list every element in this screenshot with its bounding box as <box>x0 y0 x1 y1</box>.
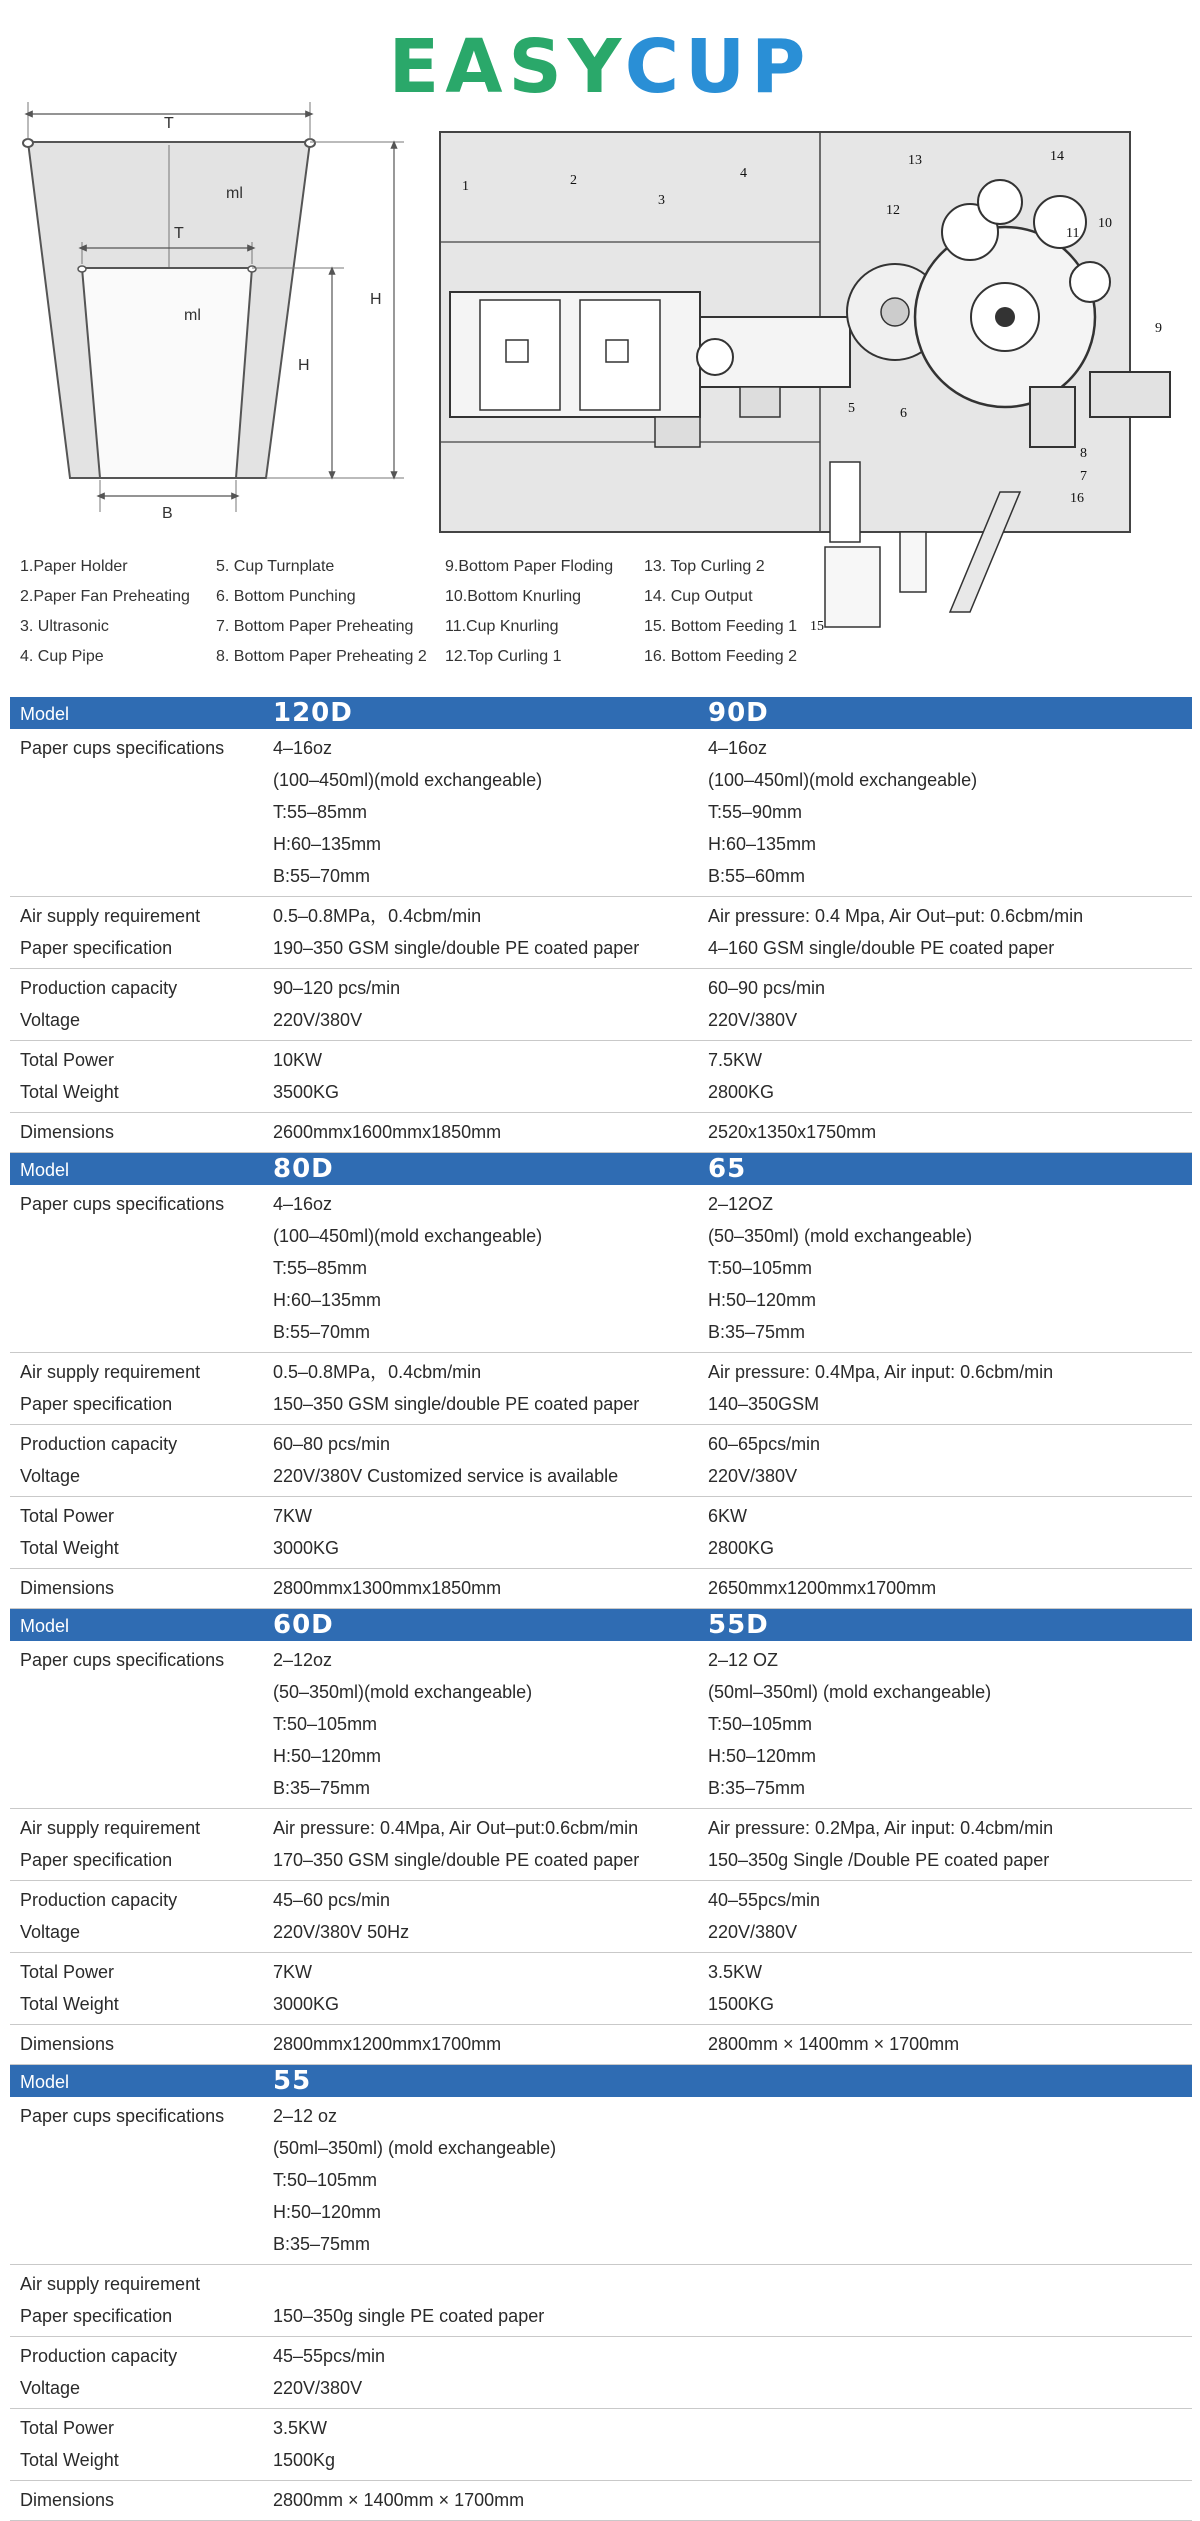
spec-line <box>10 796 1192 828</box>
spec-value-left: 7KW <box>273 1506 313 1526</box>
callout-4: 4 <box>740 166 747 181</box>
spec-value-right: H:50–120mm <box>708 1746 817 1766</box>
spec-line <box>10 1572 1192 1604</box>
spec-value-left: B:35–75mm <box>273 1778 371 1798</box>
spec-value-left: B:55–70mm <box>273 866 371 886</box>
spec-label: Total Power <box>20 1050 115 1070</box>
spec-row <box>10 1041 1192 1113</box>
spec-value-left: 45–60 pcs/min <box>273 1890 391 1910</box>
spec-label: Dimensions <box>20 2490 115 2510</box>
callout-5: 5 <box>848 401 855 416</box>
brand-logo <box>0 22 1200 112</box>
spec-label: Air supply requirement <box>20 2274 201 2294</box>
spec-label: Dimensions <box>20 2034 115 2054</box>
spec-value-right: Air pressure: 0.4Mpa, Air input: 0.6cbm/min <box>708 1362 1054 1382</box>
spec-line <box>10 932 1192 964</box>
spec-label: Paper specification <box>20 938 173 958</box>
spec-line <box>10 1252 1192 1284</box>
spec-line <box>10 1428 1192 1460</box>
spec-value-left: T:55–85mm <box>273 1258 368 1278</box>
spec-value-right: 2800KG <box>708 1082 775 1102</box>
spec-line <box>10 1116 1192 1148</box>
spec-value-right: 2–12 OZ <box>708 1650 779 1670</box>
callout-13: 13 <box>908 153 922 168</box>
spec-line <box>10 2132 1192 2164</box>
spec-value-left: 3000KG <box>273 1994 340 2014</box>
spec-line <box>10 2028 1192 2060</box>
spec-value-left: 90–120 pcs/min <box>273 978 401 998</box>
model-header <box>10 1609 1192 1641</box>
legend-column-3 <box>445 552 613 672</box>
spec-value-right: (100–450ml)(mold exchangeable) <box>708 770 978 790</box>
small-height-label: H <box>298 357 310 374</box>
model-header <box>10 697 1192 729</box>
spec-value-right: Air pressure: 0.4 Mpa, Air Out–put: 0.6cbm/min <box>708 906 1084 926</box>
spec-value-left: 2800mmx1200mmx1700mm <box>273 2034 502 2054</box>
legend-item: 15. Bottom Feeding 1 <box>644 618 797 635</box>
small-volume-label: ml <box>184 307 201 324</box>
spec-value-right: 220V/380V <box>708 1466 798 1486</box>
callout-3: 3 <box>658 193 665 208</box>
spec-value-right: 40–55pcs/min <box>708 1890 821 1910</box>
spec-value-right: H:60–135mm <box>708 834 817 854</box>
spec-label: Voltage <box>20 1466 81 1486</box>
spec-label: Production capacity <box>20 1434 178 1454</box>
spec-line <box>10 1388 1192 1420</box>
spec-value-right: T:50–105mm <box>708 1714 813 1734</box>
spec-value-left: (100–450ml)(mold exchangeable) <box>273 770 543 790</box>
callout-11: 11 <box>1066 226 1080 241</box>
legend-item: 5. Cup Turnplate <box>216 558 335 575</box>
spec-line <box>10 2444 1192 2476</box>
callout-2: 2 <box>570 173 577 188</box>
legend-item: 9.Bottom Paper Floding <box>445 558 614 575</box>
spec-value-right: 7.5KW <box>708 1050 763 1070</box>
spec-value-right: T:50–105mm <box>708 1258 813 1278</box>
callout-9: 9 <box>1155 321 1162 336</box>
spec-label: Paper cups specifications <box>20 1194 225 1214</box>
spec-line <box>10 1004 1192 1036</box>
spec-line <box>10 1644 1192 1676</box>
spec-line <box>10 1076 1192 1108</box>
spec-label: Dimensions <box>20 1578 115 1598</box>
spec-value-left: 4–16oz <box>273 738 333 758</box>
model-header-label: Model <box>20 704 70 724</box>
spec-row <box>10 969 1192 1041</box>
spec-value-right: Air pressure: 0.2Mpa, Air input: 0.4cbm/min <box>708 1818 1054 1838</box>
spec-line <box>10 860 1192 892</box>
spec-line <box>10 2484 1192 2516</box>
spec-label: Dimensions <box>20 1122 115 1142</box>
model-header <box>10 2065 1192 2097</box>
large-height-label: H <box>370 291 382 308</box>
spec-line <box>10 1500 1192 1532</box>
model-name: 55D <box>708 1610 769 1640</box>
spec-value-left: 7KW <box>273 1962 313 1982</box>
spec-value-right: 140–350GSM <box>708 1394 820 1414</box>
spec-value-right: 4–16oz <box>708 738 768 758</box>
spec-line <box>10 2196 1192 2228</box>
model-name: 90D <box>708 698 769 728</box>
spec-line <box>10 1916 1192 1948</box>
spec-value-right: 4–160 GSM single/double PE coated paper <box>708 938 1055 958</box>
spec-row <box>10 1425 1192 1497</box>
spec-label: Total Weight <box>20 1082 119 1102</box>
spec-line <box>10 1284 1192 1316</box>
spec-value-left: 2–12oz <box>273 1650 333 1670</box>
spec-value-left: 220V/380V <box>273 2378 363 2398</box>
spec-line <box>10 1356 1192 1388</box>
spec-line <box>10 2228 1192 2260</box>
spec-row <box>10 1641 1192 1809</box>
model-block <box>10 2065 1192 2521</box>
spec-row <box>10 1113 1192 1153</box>
spec-line <box>10 828 1192 860</box>
legend-column-4 <box>644 552 797 672</box>
spec-line <box>10 1460 1192 1492</box>
spec-value-right: H:50–120mm <box>708 1290 817 1310</box>
spec-label: Total Power <box>20 2418 115 2438</box>
spec-line <box>10 2372 1192 2404</box>
spec-value-right: 2–12OZ <box>708 1194 774 1214</box>
spec-value-left: 60–80 pcs/min <box>273 1434 391 1454</box>
spec-row <box>10 729 1192 897</box>
spec-label: Paper specification <box>20 1394 173 1414</box>
model-name: 55 <box>273 2066 312 2096</box>
legend-item: 14. Cup Output <box>644 588 753 605</box>
spec-line <box>10 1988 1192 2020</box>
spec-value-left: 220V/380V Customized service is available <box>273 1466 619 1486</box>
spec-line <box>10 1884 1192 1916</box>
spec-label: Total Power <box>20 1962 115 1982</box>
spec-value-right: 150–350g Single /Double PE coated paper <box>708 1850 1050 1870</box>
spec-line <box>10 1740 1192 1772</box>
spec-value-left: T:50–105mm <box>273 2170 378 2190</box>
spec-row <box>10 1881 1192 1953</box>
spec-label: Paper specification <box>20 2306 173 2326</box>
spec-value-right: 220V/380V <box>708 1922 798 1942</box>
spec-value-left: 150–350g single PE coated paper <box>273 2306 545 2326</box>
spec-row <box>10 2409 1192 2481</box>
spec-value-left: 4–16oz <box>273 1194 333 1214</box>
spec-value-right: 220V/380V <box>708 1010 798 1030</box>
model-header-label: Model <box>20 2072 70 2092</box>
spec-value-left: H:50–120mm <box>273 1746 382 1766</box>
spec-value-left: H:50–120mm <box>273 2202 382 2222</box>
spec-line <box>10 972 1192 1004</box>
model-name: 80D <box>273 1154 334 1184</box>
spec-label: Air supply requirement <box>20 906 201 926</box>
callout-15: 15 <box>810 619 824 634</box>
spec-value-left: 220V/380V <box>273 1010 363 1030</box>
legend-item: 11.Cup Knurling <box>445 618 559 635</box>
spec-value-right: 60–65pcs/min <box>708 1434 821 1454</box>
spec-line <box>10 1532 1192 1564</box>
spec-value-left: 3000KG <box>273 1538 340 1558</box>
spec-value-left: B:55–70mm <box>273 1322 371 1342</box>
legend-column-1 <box>20 552 190 672</box>
legend-item: 10.Bottom Knurling <box>445 588 582 605</box>
spec-value-left: (100–450ml)(mold exchangeable) <box>273 1226 543 1246</box>
spec-value-right: B:55–60mm <box>708 866 806 886</box>
callout-7: 7 <box>1080 469 1087 484</box>
spec-value-left: 170–350 GSM single/double PE coated paper <box>273 1850 640 1870</box>
logo-part-cup: CUP <box>624 24 812 110</box>
spec-label: Air supply requirement <box>20 1362 201 1382</box>
legend-item: 2.Paper Fan Preheating <box>20 588 190 605</box>
callout-6: 6 <box>900 406 907 421</box>
spec-row <box>10 2097 1192 2265</box>
spec-row <box>10 2337 1192 2409</box>
spec-value-left: 3500KG <box>273 1082 340 1102</box>
spec-value-left: T:50–105mm <box>273 1714 378 1734</box>
legend-item: 8. Bottom Paper Preheating 2 <box>216 648 427 665</box>
small-cup-shape <box>82 268 252 478</box>
spec-value-right: 6KW <box>708 1506 748 1526</box>
spec-label: Paper specification <box>20 1850 173 1870</box>
legend-item: 3. Ultrasonic <box>20 618 109 635</box>
spec-row <box>10 1497 1192 1569</box>
bottom-diameter-label: B <box>162 505 173 522</box>
spec-table <box>10 697 1192 2521</box>
spec-value-right: T:55–90mm <box>708 802 803 822</box>
spec-line <box>10 1220 1192 1252</box>
spec-value-right: B:35–75mm <box>708 1778 806 1798</box>
large-volume-label: ml <box>226 185 243 202</box>
spec-label: Paper cups specifications <box>20 1650 225 1670</box>
model-block <box>10 1609 1192 2065</box>
parts-legend <box>20 552 820 682</box>
small-top-diameter-label: T <box>174 225 184 242</box>
spec-value-right: B:35–75mm <box>708 1322 806 1342</box>
spec-value-left: H:60–135mm <box>273 834 382 854</box>
model-name: 60D <box>273 1610 334 1640</box>
legend-item: 12.Top Curling 1 <box>445 648 562 665</box>
spec-row <box>10 1569 1192 1609</box>
spec-value-left: H:60–135mm <box>273 1290 382 1310</box>
spec-value-right: 60–90 pcs/min <box>708 978 826 998</box>
spec-label: Production capacity <box>20 2346 178 2366</box>
legend-column-2 <box>216 552 427 672</box>
spec-row <box>10 1953 1192 2025</box>
spec-label: Total Weight <box>20 2450 119 2470</box>
spec-row <box>10 2481 1192 2521</box>
spec-value-left: 2800mm × 1400mm × 1700mm <box>273 2490 525 2510</box>
callout-1: 1 <box>462 179 469 194</box>
callout-14: 14 <box>1050 149 1064 164</box>
spec-value-left: 2–12 oz <box>273 2106 338 2126</box>
spec-line <box>10 2300 1192 2332</box>
spec-line <box>10 2268 1192 2300</box>
spec-label: Paper cups specifications <box>20 738 225 758</box>
spec-row <box>10 2265 1192 2337</box>
spec-line <box>10 1812 1192 1844</box>
spec-value-left: (50–350ml)(mold exchangeable) <box>273 1682 533 1702</box>
spec-value-right: 2650mmx1200mmx1700mm <box>708 1578 937 1598</box>
spec-value-left: 0.5–0.8MPa，0.4cbm/min <box>273 1362 482 1382</box>
logo-part-easy: EASY <box>388 24 625 110</box>
spec-label: Production capacity <box>20 1890 178 1910</box>
spec-label: Paper cups specifications <box>20 2106 225 2126</box>
model-block <box>10 697 1192 1153</box>
spec-line <box>10 900 1192 932</box>
spec-line <box>10 1316 1192 1348</box>
spec-value-left: 45–55pcs/min <box>273 2346 386 2366</box>
spec-line <box>10 1188 1192 1220</box>
spec-value-right: (50ml–350ml) (mold exchangeable) <box>708 1682 992 1702</box>
spec-label: Voltage <box>20 1922 81 1942</box>
spec-value-right: 1500KG <box>708 1994 775 2014</box>
model-header-label: Model <box>20 1616 70 1636</box>
spec-label: Total Weight <box>20 1994 119 2014</box>
spec-value-left: T:55–85mm <box>273 802 368 822</box>
model-name: 120D <box>273 698 353 728</box>
spec-value-right: (50–350ml) (mold exchangeable) <box>708 1226 973 1246</box>
spec-value-left: B:35–75mm <box>273 2234 371 2254</box>
spec-line <box>10 1708 1192 1740</box>
spec-label: Voltage <box>20 1010 81 1030</box>
spec-value-left: 3.5KW <box>273 2418 328 2438</box>
top-diameter-label: T <box>164 115 174 132</box>
callout-16: 16 <box>1070 491 1084 506</box>
model-header <box>10 1153 1192 1185</box>
spec-line <box>10 1044 1192 1076</box>
spec-label: Production capacity <box>20 978 178 998</box>
spec-line <box>10 732 1192 764</box>
spec-value-left: 220V/380V 50Hz <box>273 1922 410 1942</box>
spec-line <box>10 2340 1192 2372</box>
spec-line <box>10 1956 1192 1988</box>
spec-label: Air supply requirement <box>20 1818 201 1838</box>
spec-value-left: 190–350 GSM single/double PE coated paper <box>273 938 640 958</box>
spec-value-left: 2600mmx1600mmx1850mm <box>273 1122 502 1142</box>
spec-row <box>10 1809 1192 1881</box>
spec-value-right: 3.5KW <box>708 1962 763 1982</box>
spec-row <box>10 1185 1192 1353</box>
model-header-label: Model <box>20 1160 70 1180</box>
spec-value-left: (50ml–350ml) (mold exchangeable) <box>273 2138 557 2158</box>
legend-item: 4. Cup Pipe <box>20 648 104 665</box>
spec-row <box>10 897 1192 969</box>
spec-label: Total Power <box>20 1506 115 1526</box>
spec-line <box>10 2164 1192 2196</box>
model-block <box>10 1153 1192 1609</box>
spec-label: Voltage <box>20 2378 81 2398</box>
legend-item: 1.Paper Holder <box>20 558 128 575</box>
spec-value-right: 2520x1350x1750mm <box>708 1122 877 1142</box>
cup-dimension-diagram <box>14 100 414 530</box>
spec-line <box>10 2412 1192 2444</box>
spec-line <box>10 1676 1192 1708</box>
legend-item: 7. Bottom Paper Preheating <box>216 618 414 635</box>
spec-value-left: 10KW <box>273 1050 323 1070</box>
spec-value-right: 2800KG <box>708 1538 775 1558</box>
spec-line <box>10 1772 1192 1804</box>
legend-item: 13. Top Curling 2 <box>644 558 765 575</box>
spec-value-left: 1500Kg <box>273 2450 336 2470</box>
legend-item: 6. Bottom Punching <box>216 588 356 605</box>
spec-line <box>10 1844 1192 1876</box>
spec-value-left: 150–350 GSM single/double PE coated paper <box>273 1394 640 1414</box>
spec-value-left: 2800mmx1300mmx1850mm <box>273 1578 502 1598</box>
spec-value-left: Air pressure: 0.4Mpa, Air Out–put:0.6cbm/min <box>273 1818 639 1838</box>
spec-row <box>10 2025 1192 2065</box>
spec-value-left: 0.5–0.8MPa，0.4cbm/min <box>273 906 482 926</box>
spec-value-right: 2800mm × 1400mm × 1700mm <box>708 2034 960 2054</box>
spec-label: Total Weight <box>20 1538 119 1558</box>
callout-12: 12 <box>886 203 900 218</box>
legend-item: 16. Bottom Feeding 2 <box>644 648 797 665</box>
model-name: 65 <box>708 1154 747 1184</box>
spec-line <box>10 764 1192 796</box>
spec-line <box>10 2100 1192 2132</box>
spec-row <box>10 1353 1192 1425</box>
callout-10: 10 <box>1098 216 1112 231</box>
callout-8: 8 <box>1080 446 1087 461</box>
